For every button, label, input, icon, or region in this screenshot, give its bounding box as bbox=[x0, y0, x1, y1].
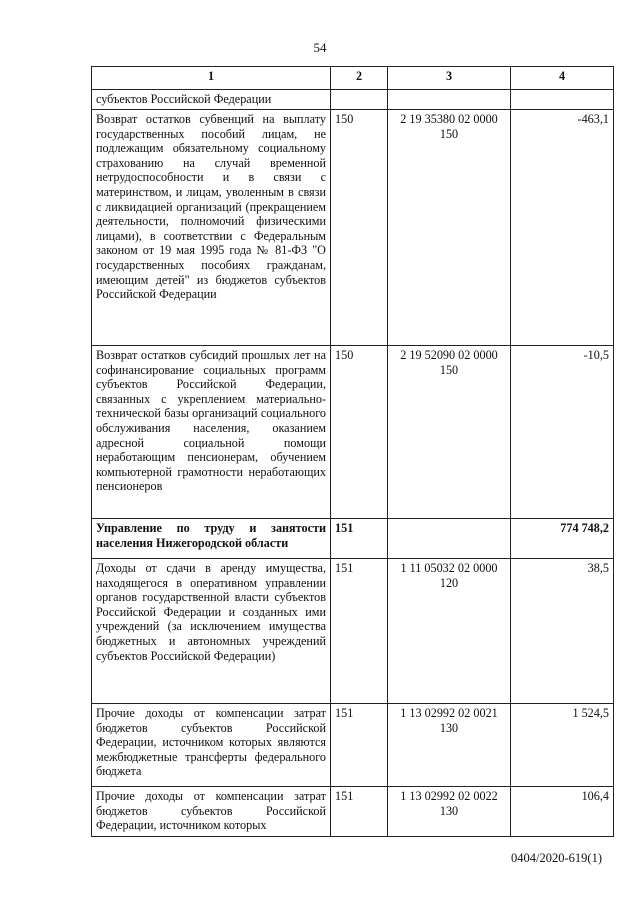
row-amount bbox=[511, 90, 614, 110]
row-code: 2 19 52090 02 0000 150 bbox=[388, 346, 511, 519]
table-row bbox=[92, 110, 614, 346]
table-row-section bbox=[92, 519, 614, 559]
row-category: 150 bbox=[331, 110, 388, 346]
table-row bbox=[92, 90, 614, 110]
row-amount: -10,5 bbox=[511, 346, 614, 519]
row-code: 2 19 35380 02 0000 150 bbox=[388, 110, 511, 346]
row-code: 1 11 05032 02 0000 120 bbox=[388, 559, 511, 704]
document-registration-code: 0404/2020-619(1) bbox=[511, 851, 602, 865]
row-category: 151 bbox=[331, 519, 388, 559]
row-category: 150 bbox=[331, 346, 388, 519]
column-header-1: 1 bbox=[92, 67, 331, 90]
row-amount: 1 524,5 bbox=[511, 704, 614, 787]
table-row bbox=[92, 346, 614, 519]
column-header-3: 3 bbox=[388, 67, 511, 90]
row-category: 151 bbox=[331, 559, 388, 704]
row-code: 1 13 02992 02 0021 130 bbox=[388, 704, 511, 787]
row-amount: 774 748,2 bbox=[511, 519, 614, 559]
row-code bbox=[388, 519, 511, 559]
page-number: 54 bbox=[313, 40, 327, 55]
row-description: Прочие доходы от компенсации затрат бюджетов субъектов Российской Федерации, источником которых bbox=[92, 787, 331, 837]
table-header-row bbox=[92, 67, 614, 90]
row-category: 151 bbox=[331, 787, 388, 837]
row-amount: 106,4 bbox=[511, 787, 614, 837]
row-amount: 38,5 bbox=[511, 559, 614, 704]
table-row bbox=[92, 787, 614, 837]
row-description: Возврат остатков субвенций на выплату государственных пособий лицам, не подлежащим обязательному социальному страхованию на случай временной нетрудоспособности и в связи с материнством, и лицам, уволенным в связи с ликвидацией организаций (прекращением деятельности, полномочий физическими лицами), в соответствии с Федеральным законом от 19 мая 1995 года № 81-ФЗ "О государственных пособиях гражданам, имеющим детей" из бюджетов субъектов Российской Федерации bbox=[92, 110, 331, 346]
column-header-2: 2 bbox=[331, 67, 388, 90]
table-row bbox=[92, 559, 614, 704]
row-description: Возврат остатков субсидий прошлых лет на софинансирование социальных программ субъектов Российской Федерации, связанных с укреплением материально-технической базы организаций социального обслуживания населения, оказанием адресной социальной помощи неработающим пенсионерам, обучением компьютерной грамотности неработающих пенсионеров bbox=[92, 346, 331, 519]
row-code: 1 13 02992 02 0022 130 bbox=[388, 787, 511, 837]
column-header-4: 4 bbox=[511, 67, 614, 90]
row-description: субъектов Российской Федерации bbox=[92, 90, 331, 110]
row-category bbox=[331, 90, 388, 110]
section-title: Управление по труду и занятости населения Нижегородской области bbox=[92, 519, 331, 559]
table-row bbox=[92, 704, 614, 787]
row-code bbox=[388, 90, 511, 110]
row-description: Прочие доходы от компенсации затрат бюджетов субъектов Российской Федерации, источником которых являются межбюджетные трансферты федерального бюджета bbox=[92, 704, 331, 787]
row-description: Доходы от сдачи в аренду имущества, находящегося в оперативном управлении органов государственной власти субъектов Российской Федерации и созданных ими учреждений (за исключением имущества бюджетных и автономных учреждений субъектов Российской Федерации) bbox=[92, 559, 331, 704]
revenue-table bbox=[91, 66, 614, 837]
row-category: 151 bbox=[331, 704, 388, 787]
row-amount: -463,1 bbox=[511, 110, 614, 346]
